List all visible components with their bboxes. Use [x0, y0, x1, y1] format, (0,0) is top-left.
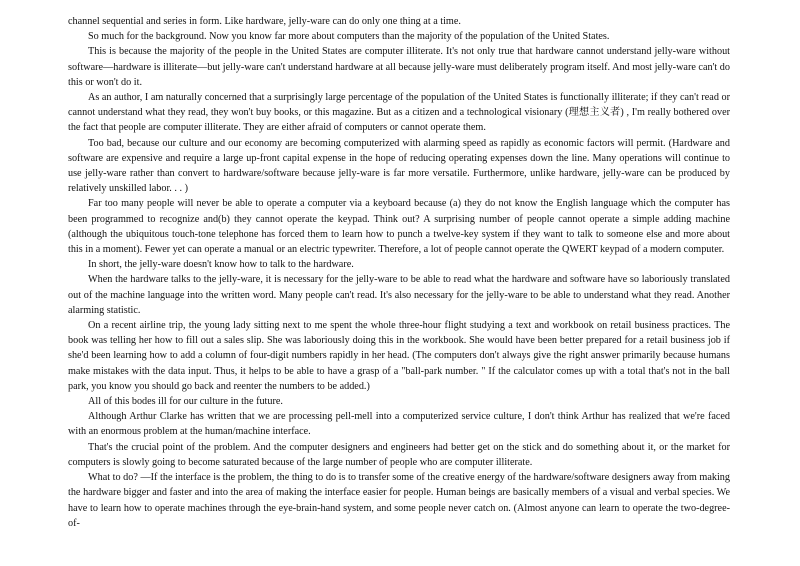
paragraph-9: On a recent airline trip, the young lady sitting next to me spent the whole three-hour flight studying a text and workbook on retail business practices. The book was telling her how to fill out a sales slip. She was laboriously doing this in the workbook. She would have been better prepared for a retail business job if she'd been learning how to add a column of four-digit numbers rapidly in her head. (The computers don't always give the right answer primarily because humans make mistakes with the data input. Thus, it helps to be able to have a grasp of a "ball-park number. " If the calculator comes up with a total that's not in the ball park, you know you should go back and reenter the numbers to be added.): [68, 320, 730, 392]
paragraph-6: Far too many people will never be able to operate a computer via a keyboard because (a) they do not know the English language which the computer has been programmed to recognize and(b) they cannot operate the keypad. Think out? A surprising number of people cannot operate a simple adding machine (although the ubiquitous touch-tone telephone has forced them to learn how to punch a twelve-key system if they want to talk to someone else and more about this in a moment). Fewer yet can operate a manual or an electric typewriter. Therefore, a lot of people cannot operate the QWERT keypad of a modern computer.: [68, 198, 730, 256]
document-page: [68, 14, 730, 531]
paragraph-11: Although Arthur Clarke has written that we are processing pell-mell into a computerized service culture, I don't think Arthur has realized that we're faced with an enormous problem at the human/machine interface.: [68, 411, 730, 438]
paragraph-7: In short, the jelly-ware doesn't know how to talk to the hardware.: [88, 259, 354, 271]
paragraph-12: That's the crucial point of the problem. And the computer designers and engineers had better get on the stick and do something about it, or the market for computers is slowly going to become saturated because of the large number of people who are computer illiterate.: [68, 441, 730, 468]
paragraph-4: As an author, I am naturally concerned that a surprisingly large percentage of the population of the United States is functionally illiterate; if they can't read or cannot understand what they read, they won't buy books, or this magazine. But as a citizen and a technological visionary (理想主义者) , I'm really bothered over the fact that people are computer illiterate. They are either afraid of computers or cannot operate them.: [68, 92, 730, 134]
paragraph-5: Too bad, because our culture and our economy are becoming computerized with alarming speed as rapidly as economic factors will permit. (Hardware and software are expensive and require a large up-front capital expense in the hope of reducing operating expenses down the line. Many operations will continue to use jelly-ware rather than convert to hardware/software because jelly-ware is far more versatile. Furthermore, unlike hardware, jelly-ware can be produced by relatively unskilled labor. . . ): [68, 137, 730, 195]
paragraph-13: What to do? —If the interface is the problem, the thing to do is to transfer some of the creative energy of the hardware/software designers away from making the hardware bigger and faster and into the area of making the interface easier for people. Human beings are basically members of a visual and verbal species. We have to learn how to operate machines through the eye-brain-hand system, and some people never catch on. (Almost anyone can learn to operate the two-degree-of-: [68, 472, 730, 529]
paragraph-3: This is because the majority of the people in the United States are computer illiterate. It's not only true that hardware cannot understand jelly-ware without software—hardware is illiterate—but jelly-ware can't understand hardware at all because jelly-ware must deliberately program itself. And most jelly-ware can't do this or won't do it.: [68, 46, 730, 88]
paragraph-8: When the hardware talks to the jelly-ware, it is necessary for the jelly-ware to be able to read what the hardware and software have so laboriously translated out of the machine language into the written word. Many people can't read. It's also necessary for the jelly-ware to be able to understand what they read. Another alarming statistic.: [68, 274, 730, 316]
paragraph-10: All of this bodes ill for our culture in the future.: [88, 396, 283, 408]
paragraph-2: So much for the background. Now you know far more about computers than the majority of the population of the United States.: [88, 31, 610, 43]
paragraph-1: channel sequential and series in form. Like hardware, jelly-ware can do only one thing at a time.: [68, 16, 461, 27]
